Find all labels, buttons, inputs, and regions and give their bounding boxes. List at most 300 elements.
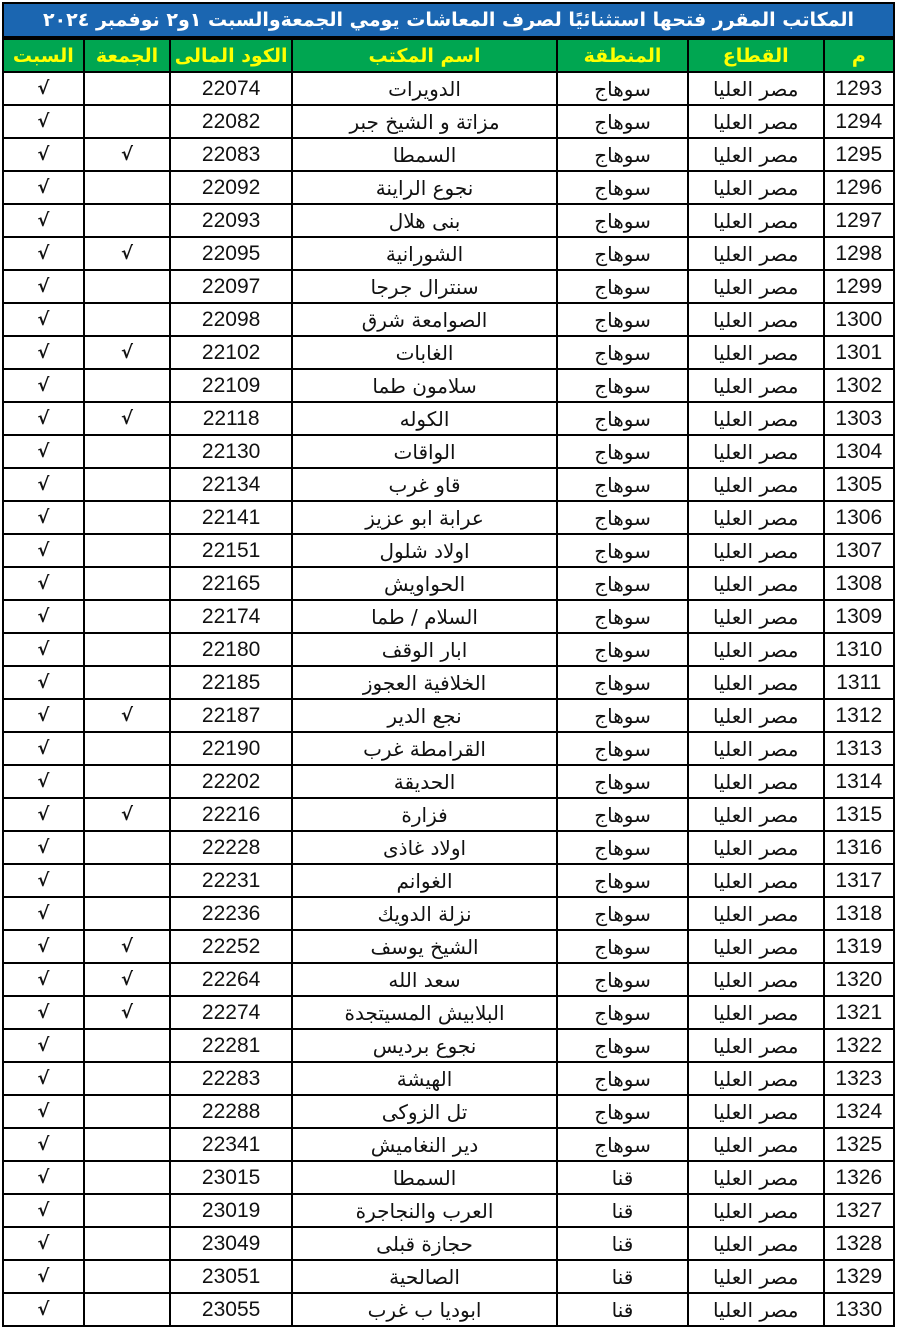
cell-sector: مصر العليا <box>688 1161 824 1194</box>
cell-code: 22274 <box>170 996 291 1029</box>
header-office: اسم المكتب <box>292 39 557 72</box>
cell-friday-check <box>84 72 171 105</box>
cell-saturday-check: √ <box>3 600 84 633</box>
cell-num: 1309 <box>824 600 894 633</box>
table-row <box>3 765 894 798</box>
table-row <box>3 501 894 534</box>
cell-code: 23055 <box>170 1293 291 1326</box>
cell-friday-check <box>84 864 171 897</box>
cell-friday-check <box>84 369 171 402</box>
cell-friday-check: √ <box>84 996 171 1029</box>
cell-office-name: نجوع برديس <box>292 1029 557 1062</box>
table-row <box>3 633 894 666</box>
cell-sector: مصر العليا <box>688 831 824 864</box>
cell-sector: مصر العليا <box>688 765 824 798</box>
cell-code: 22190 <box>170 732 291 765</box>
cell-sector: مصر العليا <box>688 369 824 402</box>
cell-saturday-check: √ <box>3 1227 84 1260</box>
cell-num: 1296 <box>824 171 894 204</box>
cell-code: 22151 <box>170 534 291 567</box>
cell-sector: مصر العليا <box>688 798 824 831</box>
cell-region: سوهاج <box>557 369 688 402</box>
cell-saturday-check: √ <box>3 831 84 864</box>
cell-friday-check <box>84 303 171 336</box>
cell-code: 22185 <box>170 666 291 699</box>
cell-saturday-check: √ <box>3 996 84 1029</box>
offices-table <box>2 38 895 1327</box>
cell-office-name: الحديقة <box>292 765 557 798</box>
cell-office-name: الصوامعة شرق <box>292 303 557 336</box>
cell-sector: مصر العليا <box>688 72 824 105</box>
cell-num: 1330 <box>824 1293 894 1326</box>
cell-num: 1304 <box>824 435 894 468</box>
cell-region: سوهاج <box>557 996 688 1029</box>
table-row <box>3 831 894 864</box>
cell-code: 22174 <box>170 600 291 633</box>
cell-sector: مصر العليا <box>688 567 824 600</box>
cell-region: سوهاج <box>557 864 688 897</box>
cell-num: 1301 <box>824 336 894 369</box>
cell-region: سوهاج <box>557 633 688 666</box>
cell-num: 1320 <box>824 963 894 996</box>
cell-office-name: نجع الدير <box>292 699 557 732</box>
cell-saturday-check: √ <box>3 930 84 963</box>
cell-sector: مصر العليا <box>688 1062 824 1095</box>
cell-num: 1298 <box>824 237 894 270</box>
cell-friday-check <box>84 171 171 204</box>
cell-friday-check <box>84 1293 171 1326</box>
cell-saturday-check: √ <box>3 864 84 897</box>
cell-friday-check <box>84 1194 171 1227</box>
cell-code: 22092 <box>170 171 291 204</box>
cell-region: سوهاج <box>557 501 688 534</box>
cell-code: 22083 <box>170 138 291 171</box>
table-row <box>3 336 894 369</box>
table-row <box>3 204 894 237</box>
cell-num: 1313 <box>824 732 894 765</box>
cell-friday-check: √ <box>84 336 171 369</box>
cell-office-name: الخلافية العجوز <box>292 666 557 699</box>
cell-sector: مصر العليا <box>688 1227 824 1260</box>
cell-code: 22341 <box>170 1128 291 1161</box>
cell-sector: مصر العليا <box>688 1293 824 1326</box>
cell-sector: مصر العليا <box>688 534 824 567</box>
table-row <box>3 864 894 897</box>
cell-office-name: الشيخ يوسف <box>292 930 557 963</box>
table-row <box>3 1227 894 1260</box>
cell-friday-check <box>84 831 171 864</box>
cell-friday-check <box>84 732 171 765</box>
cell-code: 22252 <box>170 930 291 963</box>
cell-saturday-check: √ <box>3 1260 84 1293</box>
cell-num: 1305 <box>824 468 894 501</box>
cell-sector: مصر العليا <box>688 237 824 270</box>
cell-saturday-check: √ <box>3 105 84 138</box>
spreadsheet <box>2 2 895 1327</box>
cell-friday-check <box>84 534 171 567</box>
cell-saturday-check: √ <box>3 963 84 996</box>
cell-num: 1308 <box>824 567 894 600</box>
cell-region: سوهاج <box>557 765 688 798</box>
cell-saturday-check: √ <box>3 1095 84 1128</box>
cell-code: 22202 <box>170 765 291 798</box>
cell-code: 22118 <box>170 402 291 435</box>
cell-sector: مصر العليا <box>688 402 824 435</box>
cell-sector: مصر العليا <box>688 600 824 633</box>
cell-region: سوهاج <box>557 732 688 765</box>
cell-friday-check <box>84 1260 171 1293</box>
cell-saturday-check: √ <box>3 336 84 369</box>
cell-sector: مصر العليا <box>688 864 824 897</box>
cell-code: 22236 <box>170 897 291 930</box>
cell-sector: مصر العليا <box>688 1260 824 1293</box>
cell-region: سوهاج <box>557 468 688 501</box>
cell-num: 1319 <box>824 930 894 963</box>
cell-region: سوهاج <box>557 171 688 204</box>
cell-office-name: اولاد شلول <box>292 534 557 567</box>
cell-num: 1322 <box>824 1029 894 1062</box>
cell-friday-check <box>84 1062 171 1095</box>
cell-friday-check <box>84 633 171 666</box>
cell-code: 22134 <box>170 468 291 501</box>
cell-region: سوهاج <box>557 534 688 567</box>
cell-region: قنا <box>557 1260 688 1293</box>
cell-region: قنا <box>557 1161 688 1194</box>
cell-code: 22109 <box>170 369 291 402</box>
cell-friday-check <box>84 1029 171 1062</box>
table-row <box>3 996 894 1029</box>
cell-office-name: الواقات <box>292 435 557 468</box>
cell-region: سوهاج <box>557 72 688 105</box>
cell-region: سوهاج <box>557 435 688 468</box>
cell-saturday-check: √ <box>3 699 84 732</box>
cell-sector: مصر العليا <box>688 171 824 204</box>
cell-sector: مصر العليا <box>688 336 824 369</box>
cell-saturday-check: √ <box>3 567 84 600</box>
cell-saturday-check: √ <box>3 1194 84 1227</box>
cell-sector: مصر العليا <box>688 699 824 732</box>
cell-saturday-check: √ <box>3 204 84 237</box>
cell-office-name: دير النغاميش <box>292 1128 557 1161</box>
cell-region: سوهاج <box>557 699 688 732</box>
cell-saturday-check: √ <box>3 171 84 204</box>
cell-region: سوهاج <box>557 897 688 930</box>
cell-friday-check: √ <box>84 237 171 270</box>
cell-friday-check <box>84 501 171 534</box>
cell-num: 1294 <box>824 105 894 138</box>
header-num: م <box>824 39 894 72</box>
cell-region: قنا <box>557 1227 688 1260</box>
cell-code: 22082 <box>170 105 291 138</box>
cell-friday-check <box>84 1128 171 1161</box>
cell-saturday-check: √ <box>3 897 84 930</box>
cell-region: سوهاج <box>557 303 688 336</box>
cell-region: سوهاج <box>557 105 688 138</box>
table-row <box>3 600 894 633</box>
cell-sector: مصر العليا <box>688 1029 824 1062</box>
cell-friday-check <box>84 1095 171 1128</box>
cell-num: 1299 <box>824 270 894 303</box>
table-row <box>3 732 894 765</box>
cell-sector: مصر العليا <box>688 138 824 171</box>
cell-num: 1316 <box>824 831 894 864</box>
table-row <box>3 303 894 336</box>
cell-num: 1318 <box>824 897 894 930</box>
cell-saturday-check: √ <box>3 72 84 105</box>
cell-saturday-check: √ <box>3 1062 84 1095</box>
cell-region: قنا <box>557 1194 688 1227</box>
cell-region: سوهاج <box>557 1062 688 1095</box>
cell-friday-check: √ <box>84 699 171 732</box>
cell-office-name: سلامون طما <box>292 369 557 402</box>
header-friday: الجمعة <box>84 39 171 72</box>
cell-office-name: السلام / طما <box>292 600 557 633</box>
cell-office-name: القرامطة غرب <box>292 732 557 765</box>
cell-num: 1310 <box>824 633 894 666</box>
cell-sector: مصر العليا <box>688 303 824 336</box>
cell-saturday-check: √ <box>3 798 84 831</box>
cell-num: 1307 <box>824 534 894 567</box>
cell-friday-check <box>84 105 171 138</box>
cell-office-name: الشورانية <box>292 237 557 270</box>
cell-num: 1302 <box>824 369 894 402</box>
cell-code: 22102 <box>170 336 291 369</box>
cell-code: 22130 <box>170 435 291 468</box>
header-saturday: السبت <box>3 39 84 72</box>
cell-num: 1311 <box>824 666 894 699</box>
cell-office-name: الصالحية <box>292 1260 557 1293</box>
cell-code: 22216 <box>170 798 291 831</box>
cell-office-name: الكوله <box>292 402 557 435</box>
table-row <box>3 105 894 138</box>
cell-saturday-check: √ <box>3 237 84 270</box>
cell-saturday-check: √ <box>3 1293 84 1326</box>
cell-office-name: فزارة <box>292 798 557 831</box>
cell-saturday-check: √ <box>3 435 84 468</box>
cell-region: سوهاج <box>557 798 688 831</box>
cell-region: سوهاج <box>557 600 688 633</box>
cell-num: 1324 <box>824 1095 894 1128</box>
cell-friday-check: √ <box>84 798 171 831</box>
table-row <box>3 1293 894 1326</box>
cell-num: 1306 <box>824 501 894 534</box>
cell-code: 22093 <box>170 204 291 237</box>
cell-saturday-check: √ <box>3 270 84 303</box>
table-row <box>3 666 894 699</box>
cell-friday-check: √ <box>84 963 171 996</box>
cell-region: سوهاج <box>557 930 688 963</box>
cell-code: 23015 <box>170 1161 291 1194</box>
cell-saturday-check: √ <box>3 1029 84 1062</box>
cell-sector: مصر العليا <box>688 501 824 534</box>
cell-saturday-check: √ <box>3 138 84 171</box>
cell-code: 22180 <box>170 633 291 666</box>
cell-region: سوهاج <box>557 336 688 369</box>
cell-office-name: الغوانم <box>292 864 557 897</box>
cell-friday-check <box>84 435 171 468</box>
table-row <box>3 1194 894 1227</box>
cell-saturday-check: √ <box>3 1128 84 1161</box>
cell-num: 1297 <box>824 204 894 237</box>
cell-region: قنا <box>557 1293 688 1326</box>
cell-region: سوهاج <box>557 402 688 435</box>
table-row <box>3 435 894 468</box>
cell-code: 22288 <box>170 1095 291 1128</box>
cell-office-name: ابوديا ب غرب <box>292 1293 557 1326</box>
cell-saturday-check: √ <box>3 468 84 501</box>
cell-region: سوهاج <box>557 1095 688 1128</box>
table-row <box>3 930 894 963</box>
cell-friday-check <box>84 897 171 930</box>
cell-sector: مصر العليا <box>688 1095 824 1128</box>
cell-office-name: سعد الله <box>292 963 557 996</box>
table-row <box>3 1260 894 1293</box>
cell-region: سوهاج <box>557 567 688 600</box>
table-row <box>3 237 894 270</box>
cell-code: 23049 <box>170 1227 291 1260</box>
cell-office-name: ابار الوقف <box>292 633 557 666</box>
cell-num: 1312 <box>824 699 894 732</box>
cell-code: 23051 <box>170 1260 291 1293</box>
cell-office-name: السمطا <box>292 1161 557 1194</box>
table-row <box>3 1062 894 1095</box>
table-row <box>3 897 894 930</box>
cell-code: 22095 <box>170 237 291 270</box>
cell-code: 22097 <box>170 270 291 303</box>
cell-saturday-check: √ <box>3 633 84 666</box>
header-code: الكود المالى <box>170 39 291 72</box>
cell-friday-check <box>84 765 171 798</box>
cell-office-name: بنى هلال <box>292 204 557 237</box>
table-row <box>3 1128 894 1161</box>
cell-num: 1314 <box>824 765 894 798</box>
cell-region: سوهاج <box>557 831 688 864</box>
table-row <box>3 567 894 600</box>
cell-saturday-check: √ <box>3 369 84 402</box>
cell-office-name: السمطا <box>292 138 557 171</box>
cell-code: 22231 <box>170 864 291 897</box>
cell-office-name: الحواويش <box>292 567 557 600</box>
cell-office-name: سنترال جرجا <box>292 270 557 303</box>
cell-friday-check <box>84 1161 171 1194</box>
cell-sector: مصر العليا <box>688 633 824 666</box>
table-row <box>3 798 894 831</box>
table-row <box>3 1029 894 1062</box>
cell-num: 1295 <box>824 138 894 171</box>
cell-sector: مصر العليا <box>688 666 824 699</box>
cell-region: سوهاج <box>557 666 688 699</box>
cell-sector: مصر العليا <box>688 270 824 303</box>
cell-sector: مصر العليا <box>688 105 824 138</box>
cell-office-name: مزاتة و الشيخ جبر <box>292 105 557 138</box>
cell-sector: مصر العليا <box>688 732 824 765</box>
cell-office-name: الدويرات <box>292 72 557 105</box>
cell-office-name: تل الزوكى <box>292 1095 557 1128</box>
table-row <box>3 534 894 567</box>
cell-office-name: نزلة الدويك <box>292 897 557 930</box>
cell-code: 22228 <box>170 831 291 864</box>
cell-office-name: البلابيش المسيتجدة <box>292 996 557 1029</box>
table-row <box>3 72 894 105</box>
cell-code: 22074 <box>170 72 291 105</box>
cell-num: 1329 <box>824 1260 894 1293</box>
cell-sector: مصر العليا <box>688 468 824 501</box>
cell-code: 23019 <box>170 1194 291 1227</box>
cell-office-name: قاو غرب <box>292 468 557 501</box>
cell-friday-check <box>84 1227 171 1260</box>
cell-saturday-check: √ <box>3 303 84 336</box>
cell-num: 1325 <box>824 1128 894 1161</box>
cell-region: سوهاج <box>557 963 688 996</box>
cell-office-name: نجوع الراينة <box>292 171 557 204</box>
table-row <box>3 171 894 204</box>
table-body <box>3 72 894 1326</box>
cell-friday-check: √ <box>84 930 171 963</box>
cell-office-name: عرابة ابو عزيز <box>292 501 557 534</box>
cell-num: 1300 <box>824 303 894 336</box>
cell-region: سوهاج <box>557 1029 688 1062</box>
cell-saturday-check: √ <box>3 1161 84 1194</box>
cell-sector: مصر العليا <box>688 1128 824 1161</box>
header-row <box>3 39 894 72</box>
cell-saturday-check: √ <box>3 666 84 699</box>
table-row <box>3 699 894 732</box>
page-title: المكاتب المقرر فتحها استثنائيًا لصرف المعاشات يومي الجمعةوالسبت ١و٢ نوفمبر ٢٠٢٤ <box>2 2 895 38</box>
table-row <box>3 270 894 303</box>
cell-region: سوهاج <box>557 204 688 237</box>
header-sector: القطاع <box>688 39 824 72</box>
header-region: المنطقة <box>557 39 688 72</box>
cell-sector: مصر العليا <box>688 930 824 963</box>
cell-sector: مصر العليا <box>688 996 824 1029</box>
cell-office-name: العرب والنجاجرة <box>292 1194 557 1227</box>
cell-code: 22141 <box>170 501 291 534</box>
cell-saturday-check: √ <box>3 501 84 534</box>
cell-friday-check: √ <box>84 138 171 171</box>
cell-num: 1317 <box>824 864 894 897</box>
cell-saturday-check: √ <box>3 765 84 798</box>
cell-region: سوهاج <box>557 138 688 171</box>
cell-num: 1326 <box>824 1161 894 1194</box>
table-row <box>3 468 894 501</box>
cell-sector: مصر العليا <box>688 204 824 237</box>
cell-num: 1323 <box>824 1062 894 1095</box>
table-row <box>3 138 894 171</box>
cell-num: 1327 <box>824 1194 894 1227</box>
cell-friday-check: √ <box>84 402 171 435</box>
cell-num: 1315 <box>824 798 894 831</box>
cell-office-name: حجازة قبلى <box>292 1227 557 1260</box>
table-row <box>3 402 894 435</box>
table-row <box>3 963 894 996</box>
cell-code: 22098 <box>170 303 291 336</box>
cell-friday-check <box>84 600 171 633</box>
table-row <box>3 369 894 402</box>
cell-friday-check <box>84 204 171 237</box>
cell-code: 22165 <box>170 567 291 600</box>
cell-sector: مصر العليا <box>688 435 824 468</box>
cell-sector: مصر العليا <box>688 1194 824 1227</box>
cell-num: 1303 <box>824 402 894 435</box>
cell-sector: مصر العليا <box>688 963 824 996</box>
cell-num: 1293 <box>824 72 894 105</box>
cell-code: 22264 <box>170 963 291 996</box>
cell-office-name: الغابات <box>292 336 557 369</box>
table-row <box>3 1095 894 1128</box>
cell-saturday-check: √ <box>3 402 84 435</box>
cell-region: سوهاج <box>557 1128 688 1161</box>
cell-office-name: الهيشة <box>292 1062 557 1095</box>
